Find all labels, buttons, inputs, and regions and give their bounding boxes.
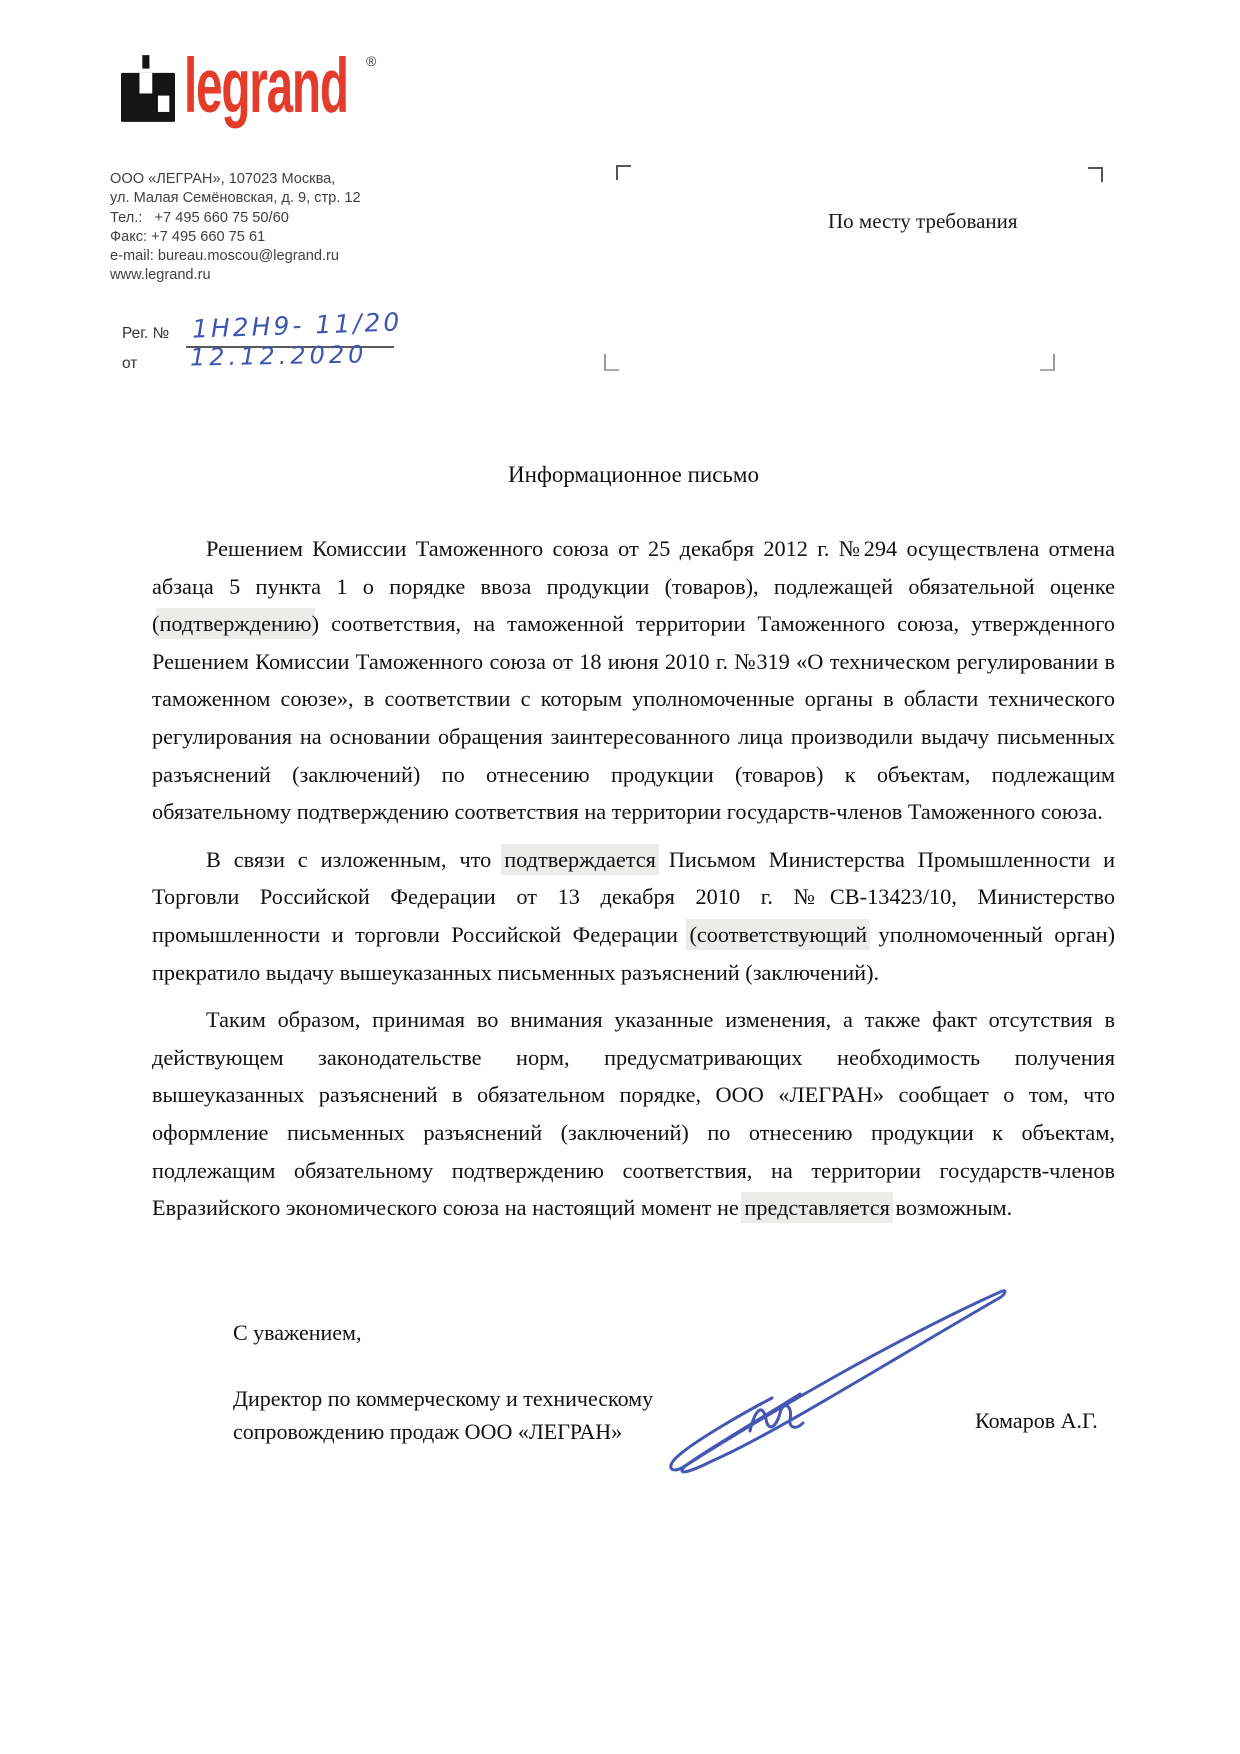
closing-salutation: С уважением, (233, 1320, 362, 1345)
signer-name: Комаров А.Г. (975, 1408, 1098, 1433)
address-line: ул. Малая Семёновская, д. 9, стр. 12 (110, 190, 361, 207)
letter-body (152, 462, 1115, 1237)
letter-paragraph: В связи с изложенным, что подтверждается Письмом Министерства Промышленности и Торговли Российской Федерации от 13 декабря 2010 г. №СВ-13423/10, Министерство промышленности и торговли Российской Федерации (соответствующий уполномоченный орган) прекратило выдачу вышеуказанных письменных разъяснений (заключений). (152, 846, 1115, 985)
address-line-website: www.legrand.ru (110, 267, 211, 284)
address-line-phone: Тел.: +7 495 660 75 50/60 (110, 209, 289, 226)
registered-trademark-symbol: ® (366, 53, 377, 69)
corner-mark-top-left (616, 165, 631, 180)
reg-date-label: от (122, 355, 138, 372)
address-line: ООО «ЛЕГРАН», 107023 Москва, (110, 171, 336, 187)
reg-number-label: Рег. № (122, 325, 170, 342)
letter-paragraph: Таким образом, принимая во внимания указанные изменения, а также факт отсутствия в действующем законодательстве норм, предусматривающих необходимость получения вышеуказанных разъяснений в обязательном порядке, ООО «ЛЕГРАН» сообщает о том, что оформление письменных разъяснений (заключений) по отнесению продукции к объектам, подлежащим обязательному подтверждению соответствия, на территории государств-членов Евразийского экономического союза на настоящий момент не представляется возможным. (152, 1007, 1115, 1221)
corner-mark-top-right (1088, 167, 1103, 182)
legrand-logo-text: legrand (184, 43, 348, 129)
letter-title: Информационное письмо (508, 462, 759, 487)
company-address-block (110, 170, 361, 286)
address-line-email: e-mail: bureau.moscou@legrand.ru (110, 248, 339, 265)
corner-mark-bottom-left (604, 354, 619, 371)
address-line-fax: Факс: +7 495 660 75 61 (110, 228, 266, 245)
corner-mark-bottom-right (1040, 354, 1055, 371)
reg-date-handwritten-value: 12.12.2020 (189, 340, 368, 372)
letter-paragraphs (152, 530, 1115, 1227)
recipient-note: По месту требования (828, 209, 1018, 233)
signer-position: Директор по коммерческому и техническому сопровождению продаж ООО «ЛЕГРАН» (233, 1386, 654, 1444)
legrand-logo-mark-icon (121, 55, 175, 122)
reg-number-handwritten-value: 1Н2Н9- 11/20 (191, 307, 403, 344)
handwritten-signature (650, 1276, 1020, 1486)
letter-paragraph: Решением Комиссии Таможенного союза от 25 декабря 2012 г. №294 осуществлена отмена абзаца 5 пункта 1 о порядке ввоза продукции (товаров), подлежащей обязательной оценке (подтверждению) соответствия, на таможенной территории Таможенного союза, утвержденного Решением Комиссии Таможенного союза от 18 июня 2010 г. №319 «О техническом регулировании в таможенном союзе», в соответствии с которым уполномоченные органы в области технического регулирования на основании обращения заинтересованного лица производили выдачу письменных разъяснений (заключений) по отнесению продукции (товаров) к объектам, подлежащим обязательному подтверждению соответствия на территории государств-членов Таможенного союза. (152, 536, 1115, 825)
